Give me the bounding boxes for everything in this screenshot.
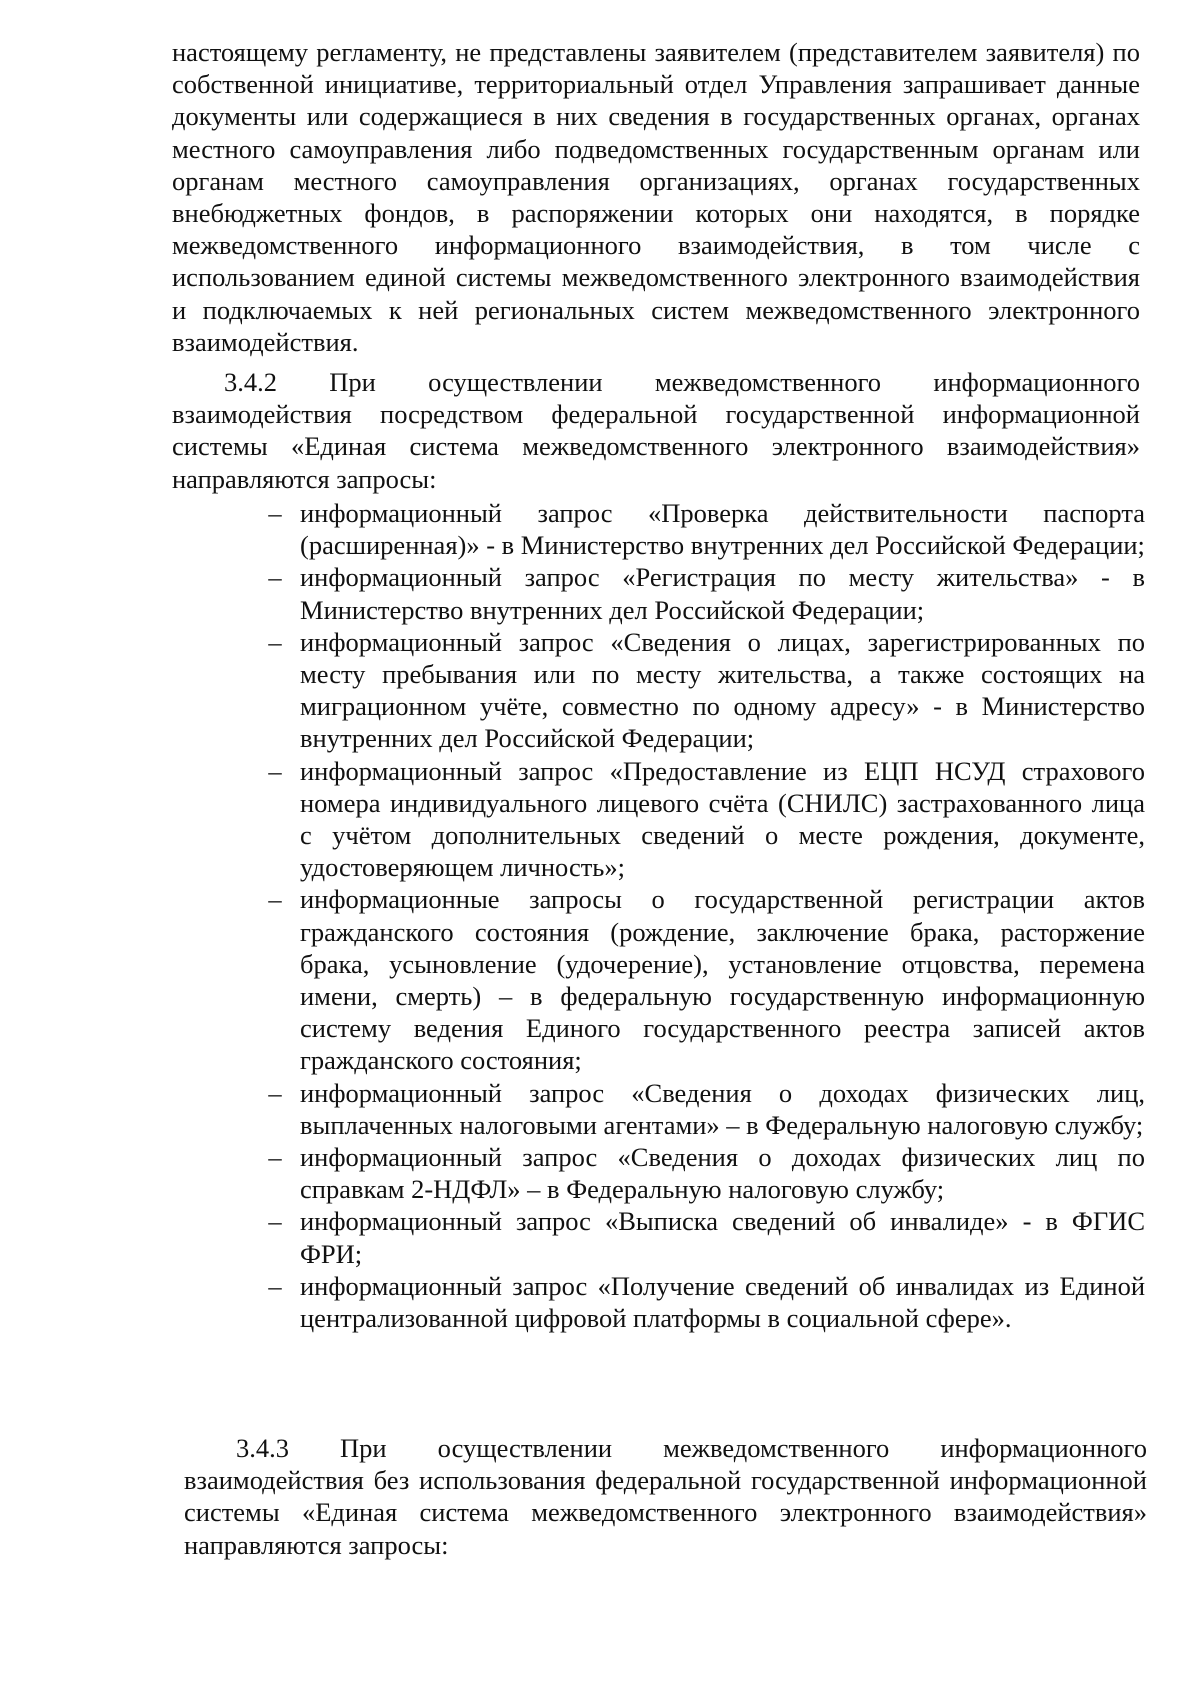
list-dash: – [268,562,282,593]
list-item [268,1270,1145,1334]
section-3-4-3-paragraph: 3.4.3 При осуществлении межведомственного информационного взаимодействия без использования федеральной государственной информационной системы «Единая система межведомственного электронного взаимодействия» направляются запросы: [184,1433,1147,1560]
list-item [268,755,1145,884]
list-item-text: информационный запрос «Сведения о доходах физических лиц по справкам 2-НДФЛ» – в Федеральную налоговую службу; [300,1142,1145,1205]
list-dash: – [268,1270,282,1301]
list-dash: – [268,626,282,657]
list-item [268,1205,1145,1269]
list-dash: – [268,1206,282,1237]
list-item-text: информационный запрос «Регистрация по месту жительства» - в Министерство внутренних дел Российской Федерации; [300,562,1145,625]
intro-paragraph: настоящему регламенту, не представлены заявителем (представителем заявителя) по собственной инициативе, территориальный отдел Управления запрашивает данные документы или содержащиеся в них сведения в государственных органах, органах местного самоуправления либо подведомственных государственным органам или органам местного самоуправления организациях, органах государственных внебюджетных фондов, в распоряжении которых они находятся, в порядке межведомственного информационного взаимодействия, в том числе с использованием единой системы межведомственного электронного взаимодействия и подключаемых к ней региональных систем межведомственного электронного взаимодействия. [172,37,1140,357]
section-3-4-2-paragraph: 3.4.2 При осуществлении межведомственного информационного взаимодействия посредством федеральной государственной информационной системы «Единая система межведомственного электронного взаимодействия» направляются запросы: [172,367,1140,494]
list-item-text: информационные запросы о государственной регистрации актов гражданского состояния (рождение, заключение брака, расторжение брака, усыновление (удочерение), установление отцовства, перемена имени, смерть) – в федеральную государственную информационную систему ведения Единого государственного реестра записей актов гражданского состояния; [300,884,1145,1076]
list-item [268,626,1145,755]
list-item [268,1077,1145,1141]
list-item-text: информационный запрос «Сведения о лицах, зарегистрированных по месту пребывания или по месту жительства, а также состоящих на миграционном учёте, совместно по одному адресу» - в Министерство внутренних дел Российской Федерации; [300,626,1145,754]
list-item [268,883,1145,1076]
list-item [268,561,1145,625]
list-item-text: информационный запрос «Проверка действительности паспорта (расширенная)» - в Министерство внутренних дел Российской Федерации; [300,498,1145,561]
list-dash: – [268,1077,282,1108]
requests-list [268,497,1145,1334]
list-item-text: информационный запрос «Выписка сведений об инвалиде» - в ФГИС ФРИ; [300,1206,1145,1269]
list-item [268,1141,1145,1205]
list-item-text: информационный запрос «Предоставление из ЕЦП НСУД страхового номера индивидуального лицевого счёта (СНИЛС) застрахованного лица с учётом дополнительных сведений о месте рождения, документе, удостоверяющем личность»; [300,755,1145,883]
list-item-text: информационный запрос «Получение сведений об инвалидах из Единой централизованной цифровой платформы в социальной сфере». [300,1270,1145,1334]
list-dash: – [268,1142,282,1173]
list-item-text: информационный запрос «Сведения о доходах физических лиц, выплаченных налоговыми агентами» – в Федеральную налоговую службу; [300,1077,1145,1140]
list-dash: – [268,498,282,528]
list-dash: – [268,884,282,915]
list-item [268,497,1145,561]
list-dash: – [268,755,282,786]
